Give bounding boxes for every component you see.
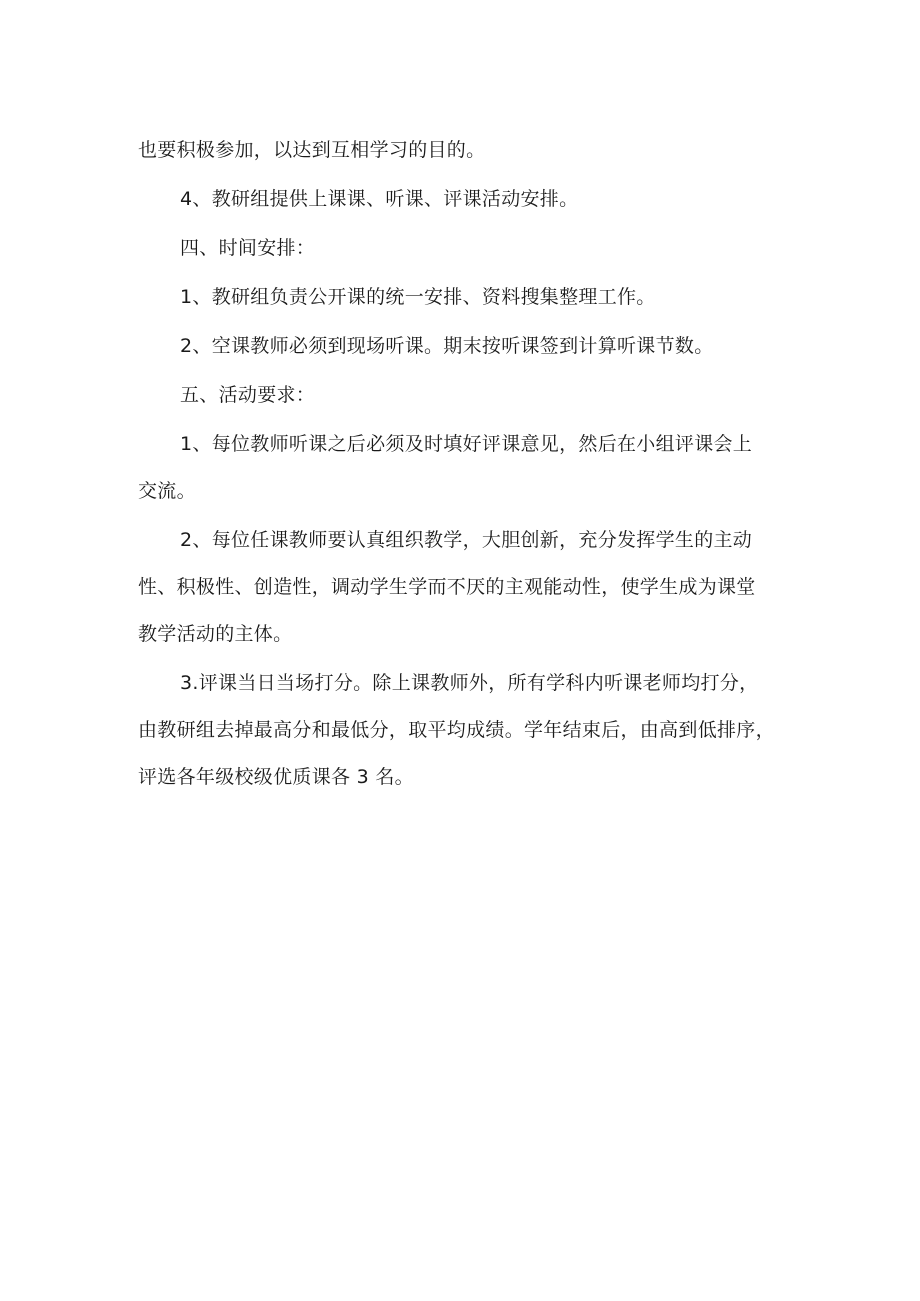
text-line-8: 交流。: [138, 480, 196, 502]
section-heading-schedule: 四、时间安排：: [180, 237, 316, 259]
text-line-14: 评选各年级校级优质课各 3 名。: [138, 766, 414, 788]
text-line-12: 3.评课当日当场打分。除上课教师外，所有学科内听课老师均打分，: [180, 672, 759, 694]
text-line-11: 教学活动的主体。: [138, 623, 293, 645]
section-heading-requirements: 五、活动要求：: [180, 384, 316, 406]
text-line-13: 由教研组去掉最高分和最低分，取平均成绩。学年结束后，由高到低排序，: [138, 719, 775, 741]
text-line-9: 2、每位任课教师要认真组织教学，大胆创新，充分发挥学生的主动: [180, 529, 753, 551]
text-line-10: 性、积极性、创造性，调动学生学而不厌的主观能动性，使学生成为课堂: [138, 576, 756, 598]
text-line-2: 4、教研组提供上课课、听课、评课活动安排。: [180, 188, 579, 210]
text-line-5: 2、空课教师必须到现场听课。期末按听课签到计算听课节数。: [180, 335, 714, 357]
text-line-7: 1、每位教师听课之后必须及时填好评课意见，然后在小组评课会上: [180, 433, 753, 455]
document-body: [138, 138, 798, 789]
text-line-1: 也要积极参加，以达到互相学习的目的。: [138, 139, 486, 161]
text-line-4: 1、教研组负责公开课的统一安排、资料搜集整理工作。: [180, 286, 656, 308]
